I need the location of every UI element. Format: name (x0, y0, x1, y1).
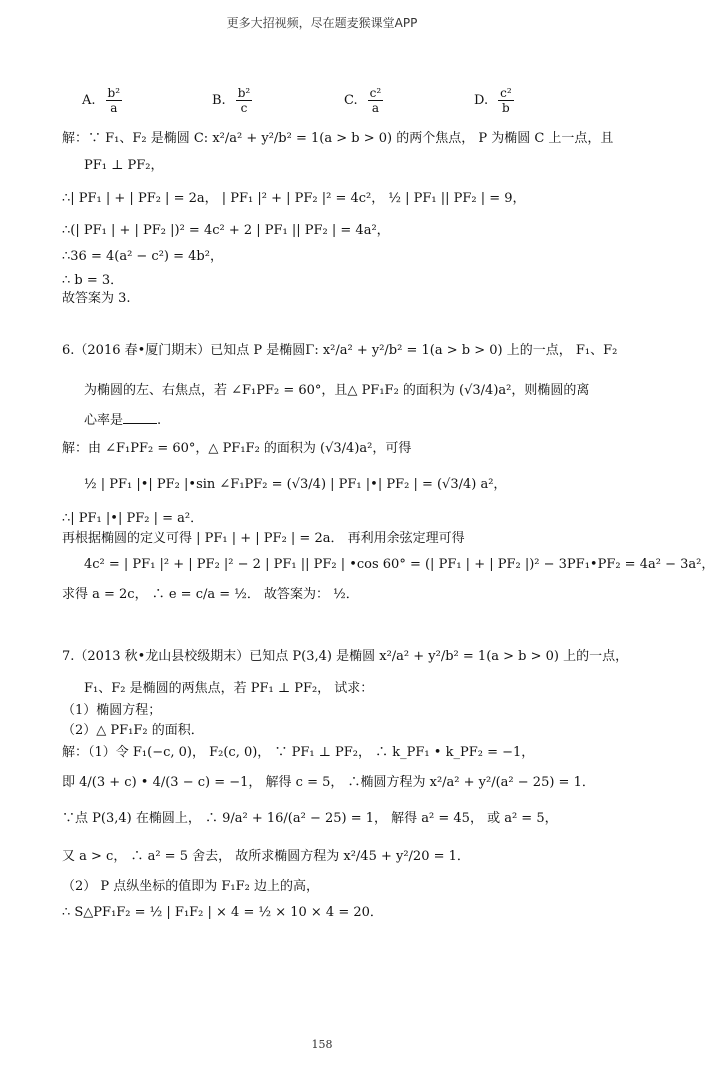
option-c (344, 86, 383, 115)
option-fraction (106, 86, 123, 115)
option-d (474, 86, 514, 115)
problem-7-line: （2）△ PF₁F₂ 的面积． (62, 723, 204, 738)
fraction-numerator: b² (237, 86, 251, 100)
option-label: C. (344, 93, 358, 108)
fraction-denominator: a (371, 101, 379, 115)
problem-7-line: 7.（2013 秋•龙山县校级期末）已知点 P(3,4) 是椭圆 x²/a² + y²/b² = 1(a > b > 0) 上的一点， (62, 649, 629, 664)
solution-line: 又 a > c， ∴ a² = 5 舍去， 故所求椭圆方程为 x²/45 + y²/20 = 1． (62, 849, 470, 864)
solution-line: ∵点 P(3,4) 在椭圆上， ∴ 9/a² + 16/(a² − 25) = 1， 解得 a² = 45， 或 a² = 5， (62, 811, 558, 826)
answer-blank (123, 423, 157, 424)
problem-6-line: 心率是 . (84, 413, 162, 428)
solution-line: ∴ b = 3． (62, 273, 124, 288)
problem-6-text: 心率是 (84, 413, 124, 428)
solution-line: PF₁ ⊥ PF₂， (84, 158, 164, 173)
fraction-denominator: b (502, 101, 510, 115)
page-number: 158 (311, 1038, 333, 1051)
solution-line: 解：由 ∠F₁PF₂ = 60°，△ PF₁F₂ 的面积为 (√3/4)a²，可得 (62, 441, 412, 456)
solution-line: 即 4/(3 + c) • 4/(3 − c) = −1， 解得 c = 5， ∴椭圆方程为 x²/a² + y²/(a² − 25) = 1． (62, 775, 595, 790)
solution-line: 求得 a = 2c， ∴ e = c/a = ½． 故答案为： ½． (62, 587, 359, 602)
fraction-numerator: c² (500, 86, 512, 100)
fraction-denominator: a (110, 101, 118, 115)
fraction-numerator: c² (369, 86, 382, 100)
fraction-numerator: b² (107, 86, 121, 100)
solution-line: ∴ S△PF₁F₂ = ½ | F₁F₂ | × 4 = ½ × 10 × 4 = 20． (62, 905, 383, 920)
solution-line: 再根据椭圆的定义可得 | PF₁ | + | PF₂ | = 2a． 再利用余弦定理可得 (62, 531, 465, 546)
problem-7-line: （1）椭圆方程； (62, 703, 162, 718)
option-label: B. (212, 93, 226, 108)
option-label: A. (82, 93, 96, 108)
answer-options (0, 86, 644, 126)
option-b (212, 86, 252, 115)
solution-line: ∴(| PF₁ | + | PF₂ |)² = 4c² + 2 | PF₁ || PF₂ | = 4a²， (62, 223, 390, 238)
page-header: 更多大招视频，尽在题麦猴课堂APP (226, 16, 418, 30)
solution-line: 解：（1）令 F₁(−c, 0)， F₂(c, 0)， ∵ PF₁ ⊥ PF₂， ∴ k_PF₁ • k_PF₂ = −1， (62, 745, 535, 760)
problem-6-line: 6.（2016 春•厦门期末）已知点 P 是椭圆Γ: x²/a² + y²/b² = 1(a > b > 0) 上的一点， F₁、F₂ (62, 343, 618, 358)
option-a (82, 86, 122, 115)
solution-line: ∴| PF₁ |•| PF₂ | = a²． (62, 511, 204, 526)
solution-line: （2） P 点纵坐标的值即为 F₁F₂ 边上的高， (62, 879, 320, 894)
solution-line: 4c² = | PF₁ |² + | PF₂ |² − 2 | PF₁ || PF₂ | •cos 60° = (| PF₁ | + | PF₂ |)² − 3PF₁•PF₂ = 4a² − 3a²， (84, 557, 714, 572)
problem-7-line: F₁、F₂ 是椭圆的两焦点，若 PF₁ ⊥ PF₂， 试求： (84, 681, 374, 696)
solution-line: ½ | PF₁ |•| PF₂ |•sin ∠F₁PF₂ = (√3/4) | PF₁ |•| PF₂ | = (√3/4) a²， (84, 477, 507, 492)
fraction-denominator: c (240, 101, 248, 115)
option-fraction (498, 86, 514, 115)
option-fraction (236, 86, 253, 115)
answer-line: 故答案为 3. (62, 291, 131, 306)
problem-6-line: 为椭圆的左、右焦点，若 ∠F₁PF₂ = 60°，且△ PF₁F₂ 的面积为 (√3/4)a²，则椭圆的离 (84, 383, 590, 398)
option-fraction (368, 86, 384, 115)
solution-line: ∴36 = 4(a² − c²) = 4b²， (62, 249, 223, 264)
solution-line: ∴| PF₁ | + | PF₂ | = 2a， | PF₁ |² + | PF₂ |² = 4c²， ½ | PF₁ || PF₂ | = 9， (62, 191, 526, 206)
option-label: D. (474, 93, 489, 108)
solution-line: 解：∵ F₁、F₂ 是椭圆 C: x²/a² + y²/b² = 1(a > b > 0) 的两个焦点， P 为椭圆 C 上一点，且 (62, 131, 614, 146)
